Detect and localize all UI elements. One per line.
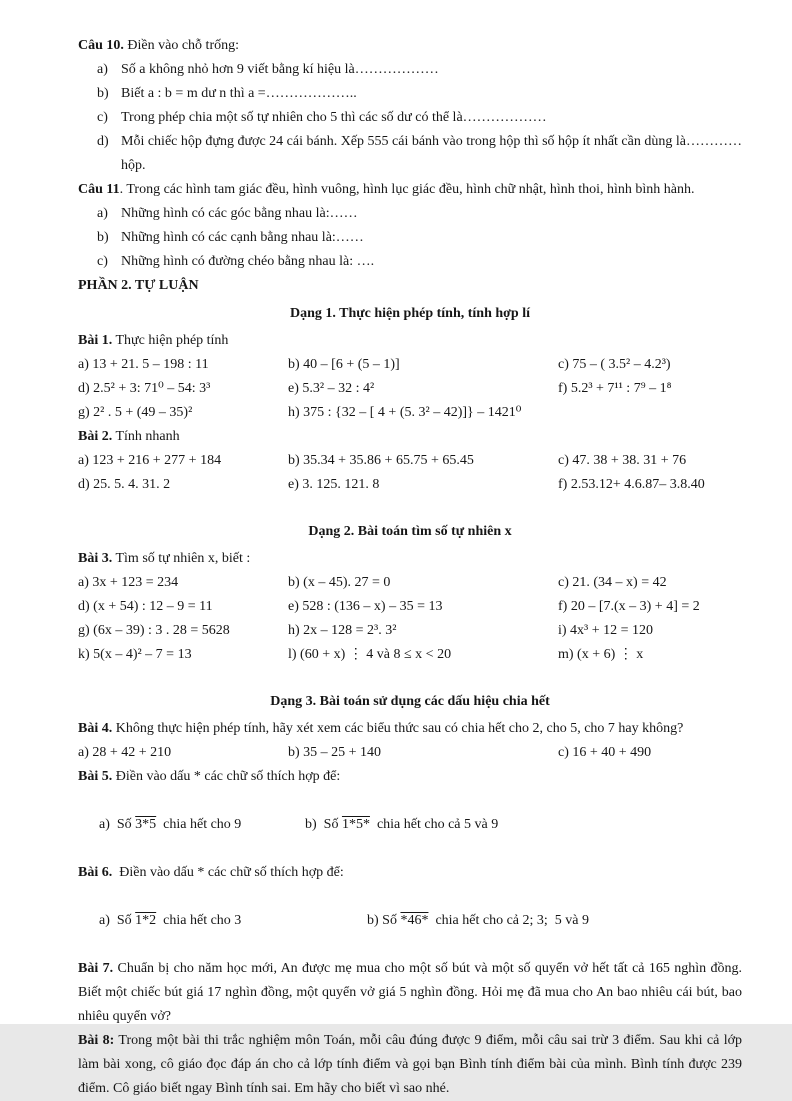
problem-cell: a) 13 + 21. 5 – 198 : 11 <box>78 357 209 372</box>
problem-cell <box>284 789 742 861</box>
item-label: d) <box>97 134 109 149</box>
problem-cell <box>346 885 742 957</box>
problem-text: chia hết cho 9 <box>156 817 242 832</box>
problem-cell: c) 16 + 40 + 490 <box>558 745 652 760</box>
cau10-heading <box>78 34 742 58</box>
problem-cell <box>78 789 284 861</box>
bai6-title: Điền vào dấu * các chữ số thích hợp để: <box>112 865 344 880</box>
bai3-row-2 <box>78 595 742 619</box>
problem-cell: e) 3. 125. 121. 8 <box>288 477 380 492</box>
bai8-paragraph <box>78 1029 742 1101</box>
bai1-row-3 <box>78 401 742 425</box>
bai3-number: Bài 3. <box>78 551 113 566</box>
problem-cell: b) 40 – [6 + (5 – 1)] <box>288 357 400 372</box>
bai1-row-2 <box>78 377 742 401</box>
cau10-item-c <box>78 106 742 130</box>
bai5-number: Bài 5. <box>78 769 113 784</box>
item-label: c) <box>97 110 108 125</box>
overline-number: 1*2 <box>135 913 157 928</box>
bai5-heading <box>78 765 742 789</box>
bai2-row-1 <box>78 449 742 473</box>
bai2-title: Tính nhanh <box>112 429 180 444</box>
problem-cell: l) (60 + x) ⋮ 4 và 8 ≤ x < 20 <box>288 647 452 662</box>
problem-cell: d) 2.5² + 3: 71⁰ – 54: 3³ <box>78 381 211 396</box>
bai2-number: Bài 2. <box>78 429 113 444</box>
problem-text: chia hết cho cả 5 và 9 <box>369 817 499 832</box>
problem-cell: e) 5.3² – 32 : 4² <box>288 381 375 396</box>
bai3-row-4 <box>78 643 742 667</box>
bai5-row-1 <box>78 789 742 861</box>
problem-cell: a) 123 + 216 + 277 + 184 <box>78 453 222 468</box>
problem-cell: b) 35 – 25 + 140 <box>288 745 382 760</box>
cau11-number: Câu 11 <box>78 182 120 197</box>
dang1-heading: Dạng 1. Thực hiện phép tính, tính hợp lí <box>290 306 530 321</box>
cau11-item-b <box>78 226 742 250</box>
bai8-text: Trong một bài thi trắc nghiệm môn Toán, mỗi câu đúng được 9 điểm, mỗi câu sai trừ 3 điểm. Sau khi cả lớp làm bài xong, cô giáo đọc đáp án cho cả lớp tính điểm và gọi bạn Bình tính điểm bài của mình. Bình tính được 239 điểm. Cô giáo biết ngay Bình tính sai. Em hãy cho biết vì sao nhé. <box>78 1033 743 1096</box>
overline-number: 1*5* <box>341 817 370 832</box>
bai8-number: Bài 8: <box>78 1033 115 1048</box>
bai3-heading <box>78 547 742 571</box>
bai3-row-3 <box>78 619 742 643</box>
problem-cell: f) 2.53.12+ 4.6.87– 3.8.40 <box>558 477 705 492</box>
cau10-title: Điền vào chỗ trống: <box>123 38 239 53</box>
bai4-number: Bài 4. <box>78 721 113 736</box>
problem-cell: b) 35.34 + 35.86 + 65.75 + 65.45 <box>288 453 474 468</box>
bai2-heading <box>78 425 742 449</box>
problem-cell: k) 5(x – 4)² – 7 = 13 <box>78 647 192 662</box>
problem-cell: h) 375 : {32 – [ 4 + (5. 3² – 42)]} – 1421⁰ <box>288 405 522 420</box>
cau10-item-b <box>78 82 742 106</box>
problem-text: a) Số <box>99 817 136 832</box>
cau11-heading <box>78 178 742 202</box>
problem-cell: a) 28 + 42 + 210 <box>78 745 172 760</box>
bai5-title: Điền vào dấu * các chữ số thích hợp để: <box>112 769 341 784</box>
item-label: b) <box>97 86 109 101</box>
bai7-number: Bài 7. <box>78 961 114 976</box>
cau11-item-a <box>78 202 742 226</box>
cau10-item-a <box>78 58 742 82</box>
problem-cell: f) 5.2³ + 7¹¹ : 7⁹ – 1⁸ <box>558 381 672 396</box>
problem-cell: i) 4x³ + 12 = 120 <box>558 623 654 638</box>
bai4-row-1 <box>78 741 742 765</box>
item-label: a) <box>97 62 108 77</box>
problem-cell: d) 25. 5. 4. 31. 2 <box>78 477 171 492</box>
bai1-row-1 <box>78 353 742 377</box>
dang3-heading: Dạng 3. Bài toán sử dụng các dấu hiệu chia hết <box>270 694 550 709</box>
bai1-title: Thực hiện phép tính <box>112 333 229 348</box>
item-text: Biết a : b = m dư n thì a =……………….. <box>121 86 357 101</box>
bai1-number: Bài 1. <box>78 333 113 348</box>
bai4-heading <box>78 717 742 741</box>
bai2-row-2 <box>78 473 742 497</box>
cau11-item-c <box>78 250 742 274</box>
problem-text: b) Số <box>305 817 342 832</box>
item-text: Những hình có các góc bằng nhau là:…… <box>121 206 358 221</box>
item-text: Mỗi chiếc hộp đựng được 24 cái bánh. Xếp 555 cái bánh vào trong hộp thì số hộp ít nhất cần dùng là…………hộp. <box>121 134 742 173</box>
problem-cell: c) 75 – ( 3.5² – 4.2³) <box>558 357 671 372</box>
overline-number: *46* <box>400 913 429 928</box>
problem-text: chia hết cho cả 2; 3; 5 và 9 <box>428 913 590 928</box>
problem-text: b) Số <box>367 913 401 928</box>
item-text: Trong phép chia một số tự nhiên cho 5 thì các số dư có thể là……………… <box>121 110 547 125</box>
problem-cell: m) (x + 6) ⋮ x <box>558 647 644 662</box>
item-text: Số a không nhỏ hơn 9 viết bằng kí hiệu là……………… <box>121 62 439 77</box>
problem-cell: b) (x – 45). 27 = 0 <box>288 575 391 590</box>
problem-cell: c) 47. 38 + 38. 31 + 76 <box>558 453 687 468</box>
cau11-title: . Trong các hình tam giác đều, hình vuông, hình lục giác đều, hình chữ nhật, hình thoi, hình bình hành. <box>119 182 695 197</box>
bai6-number: Bài 6. <box>78 865 113 880</box>
bai3-row-1 <box>78 571 742 595</box>
cau10-number: Câu 10. <box>78 38 124 53</box>
bai6-heading <box>78 861 742 885</box>
problem-cell: h) 2x – 128 = 2³. 3² <box>288 623 397 638</box>
problem-cell: f) 20 – [7.(x – 3) + 4] = 2 <box>558 599 700 614</box>
problem-cell: a) 3x + 123 = 234 <box>78 575 179 590</box>
part2-heading: PHẦN 2. TỰ LUẬN <box>78 278 199 293</box>
item-label: b) <box>97 230 109 245</box>
item-label: c) <box>97 254 108 269</box>
cau10-item-d <box>78 130 742 178</box>
problem-cell: c) 21. (34 – x) = 42 <box>558 575 667 590</box>
problem-cell: d) (x + 54) : 12 – 9 = 11 <box>78 599 213 614</box>
bai7-paragraph <box>78 957 742 1029</box>
bai1-heading <box>78 329 742 353</box>
bai7-text: Chuẩn bị cho năm học mới, An được mẹ mua cho một số bút và một số quyển vở hết tất cả 165 nghìn đồng. Biết một chiếc bút giá 17 nghìn đồng, một quyển vở giá 5 nghìn đồng. Hỏi mẹ đã mua cho An bao nhiêu cái bút, bao nhiêu quyển vở? <box>78 961 742 1024</box>
bai4-title: Không thực hiện phép tính, hãy xét xem các biểu thức sau có chia hết cho 2, cho 5, cho 7 hay không? <box>112 721 684 736</box>
dang2-heading: Dạng 2. Bài toán tìm số tự nhiên x <box>308 524 512 539</box>
bai6-row-1 <box>78 885 742 957</box>
problem-cell: g) 2² . 5 + (49 – 35)² <box>78 405 193 420</box>
problem-text: chia hết cho 3 <box>156 913 242 928</box>
bai3-title: Tìm số tự nhiên x, biết : <box>112 551 251 566</box>
problem-cell <box>78 885 346 957</box>
overline-number: 3*5 <box>135 817 157 832</box>
problem-text: a) Số <box>99 913 136 928</box>
item-label: a) <box>97 206 108 221</box>
problem-cell: e) 528 : (136 – x) – 35 = 13 <box>288 599 443 614</box>
problem-cell: g) (6x – 39) : 3 . 28 = 5628 <box>78 623 230 638</box>
item-text: Những hình có đường chéo bằng nhau là: …. <box>121 254 375 269</box>
item-text: Những hình có các cạnh bằng nhau là:…… <box>121 230 364 245</box>
